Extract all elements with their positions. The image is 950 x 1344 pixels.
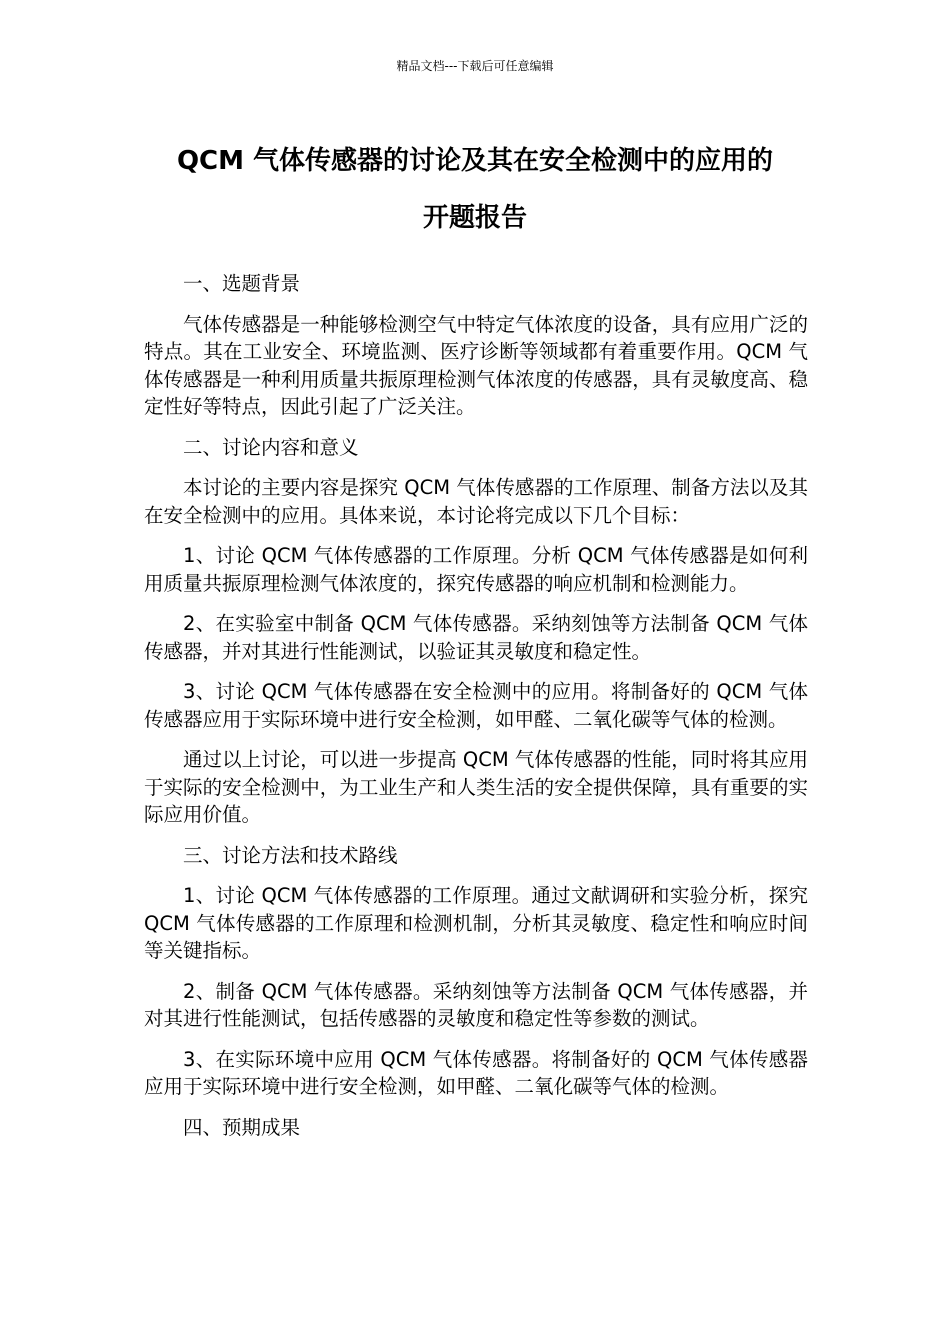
paragraph: 1、讨论 QCM 气体传感器的工作原理。通过文献调研和实验分析，探究 QCM 气体传感器的工作原理和检测机制，分析其灵敏度、稳定性和响应时间等关键指标。 bbox=[144, 884, 808, 962]
page-header: 精品文档---下载后可任意编辑 bbox=[396, 59, 554, 73]
document-title bbox=[120, 133, 830, 247]
section-heading-outcomes: 四、预期成果 bbox=[183, 1115, 301, 1139]
title-line-2: 开题报告 bbox=[422, 203, 527, 233]
section-heading-background: 一、选题背景 bbox=[183, 272, 301, 295]
paragraph: 通过以上讨论，可以进一步提高 QCM 气体传感器的性能，同时将其应用于实际的安全检测中，为工业生产和人类生活的安全提供保障，具有重要的实际应用价值。 bbox=[144, 748, 808, 826]
document-body bbox=[144, 270, 808, 1154]
section-heading-methods: 三、讨论方法和技术路线 bbox=[183, 843, 398, 867]
title-line-1: QCM 气体传感器的讨论及其在安全检测中的应用的 bbox=[176, 146, 774, 176]
paragraph: 3、在实际环境中应用 QCM 气体传感器。将制备好的 QCM 气体传感器应用于实际环境中进行安全检测，如甲醛、二氧化碳等气体的检测。 bbox=[144, 1047, 808, 1098]
paragraph: 2、制备 QCM 气体传感器。采纳刻蚀等方法制备 QCM 气体传感器，并对其进行性能测试，包括传感器的灵敏度和稳定性等参数的测试。 bbox=[144, 979, 808, 1030]
paragraph: 3、讨论 QCM 气体传感器在安全检测中的应用。将制备好的 QCM 气体传感器应用于实际环境中进行安全检测，如甲醛、二氧化碳等气体的检测。 bbox=[144, 680, 808, 731]
paragraph: 本讨论的主要内容是探究 QCM 气体传感器的工作原理、制备方法以及其在安全检测中的应用。具体来说，本讨论将完成以下几个目标： bbox=[144, 476, 808, 527]
section-heading-content: 二、讨论内容和意义 bbox=[183, 435, 359, 459]
paragraph: 1、讨论 QCM 气体传感器的工作原理。分析 QCM 气体传感器是如何利用质量共振原理检测气体浓度的，探究传感器的响应机制和检测能力。 bbox=[144, 544, 808, 595]
paragraph: 气体传感器是一种能够检测空气中特定气体浓度的设备，具有应用广泛的特点。其在工业安全、环境监测、医疗诊断等领域都有着重要作用。QCM 气体传感器是一种利用质量共振原理检测气体浓度的传感器，具有灵敏度高、稳定性好等特点，因此引起了广泛关注。 bbox=[144, 312, 808, 418]
paragraph: 2、在实验室中制备 QCM 气体传感器。采纳刻蚀等方法制备 QCM 气体传感器，并对其进行性能测试，以验证其灵敏度和稳定性。 bbox=[144, 612, 808, 663]
